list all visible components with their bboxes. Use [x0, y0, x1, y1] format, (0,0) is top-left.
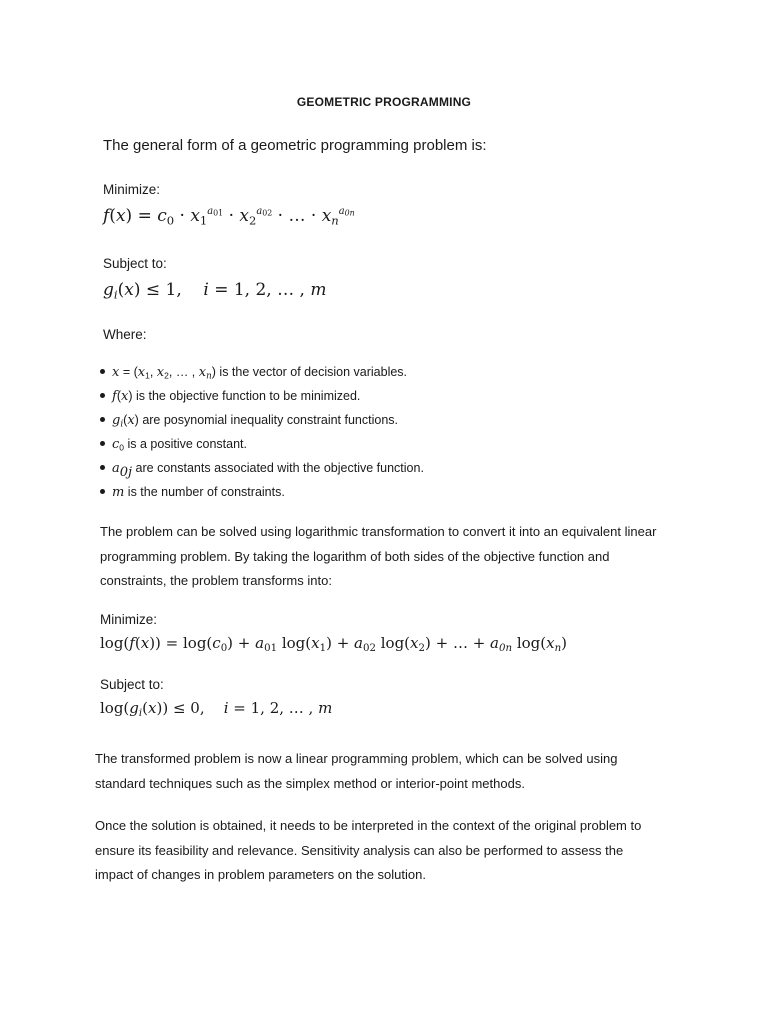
subject-to-label: Subject to: — [103, 256, 167, 271]
list-item: f(x) is the objective function to be minimized. — [100, 386, 424, 410]
transform-paragraph: The problem can be solved using logarithmic transformation to convert it into an equivalent linear programming problem. By taking the logarithm of both sides of the objective function and constraints, the problem transforms into: — [100, 524, 657, 588]
minimize-label: Minimize: — [103, 182, 161, 197]
list-item: m is the number of constraints. — [100, 482, 424, 506]
linear-paragraph: The transformed problem is now a linear programming problem, which can be solved using standard techniques such as the simplex method or interior-point methods. — [95, 751, 618, 791]
constraint-equation: $g_i(x) \le 1$, i = 1, 2, … , m — [103, 280, 327, 302]
objective-equation: $f(x) = c_0 \cdot x_1^{a_{01}} \cdot x_2^{a_{02}}$ · … · $x_n^{a_{0n}}$ — [103, 205, 355, 228]
list-item: $g_i(x)$ are posynomial inequality constraint functions. — [100, 410, 424, 434]
log-constraint-equation: $\log(g_i(x)) \le 0$, i = 1, 2, … , m — [100, 699, 333, 720]
bullet-icon — [100, 393, 105, 398]
list-item: $c_0$ is a positive constant. — [100, 434, 424, 458]
subject-to-label-2: Subject to: — [100, 677, 164, 692]
definitions-list — [100, 362, 424, 506]
page-title: GEOMETRIC PROGRAMMING — [296, 95, 472, 109]
list-item: $a_{0j}$ are constants associated with the objective function. — [100, 458, 424, 482]
bullet-icon — [100, 369, 105, 374]
bullet-icon — [100, 417, 105, 422]
bullet-icon — [100, 441, 105, 446]
list-item: $x = (x_1$, $x_2$, … , $x_n$) is the vector of decision variables. — [100, 362, 424, 386]
bullet-icon — [100, 465, 105, 470]
intro-text: The general form of a geometric programming problem is: — [103, 137, 487, 154]
where-label: Where: — [103, 327, 147, 342]
minimize-label-2: Minimize: — [100, 612, 158, 627]
log-objective-equation: $\log(f(x)) = \log(c_0) + a_{01}$ $\log(x_1) + a_{02}$ $\log(x_2)$ + … + $a_{0n}$ $\log(x_n)$ — [100, 634, 567, 655]
bullet-icon — [100, 489, 105, 494]
solution-paragraph: Once the solution is obtained, it needs to be interpreted in the context of the original problem to ensure its feasibility and relevance. Sensitivity analysis can also be performed to assess the impact of changes in problem parameters on the solution. — [95, 818, 642, 882]
